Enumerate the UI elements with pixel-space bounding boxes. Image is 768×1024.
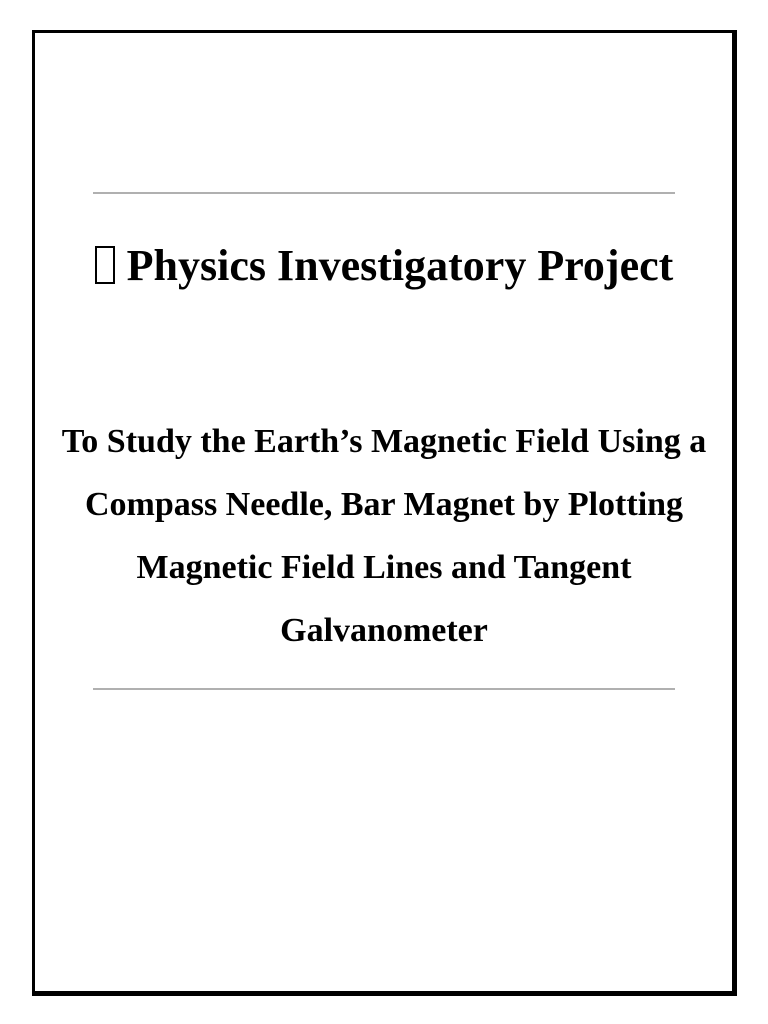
project-title-text: Physics Investigatory Project bbox=[126, 241, 674, 290]
missing-glyph-box-icon bbox=[95, 246, 115, 284]
bottom-divider bbox=[93, 688, 675, 690]
top-divider bbox=[93, 192, 675, 194]
project-subtitle: To Study the Earth’s Magnetic Field Using a Compass Needle, Bar Magnet by Plotting Magnetic Field Lines and Tangent Galvanometer bbox=[61, 423, 707, 649]
project-title bbox=[60, 224, 708, 308]
